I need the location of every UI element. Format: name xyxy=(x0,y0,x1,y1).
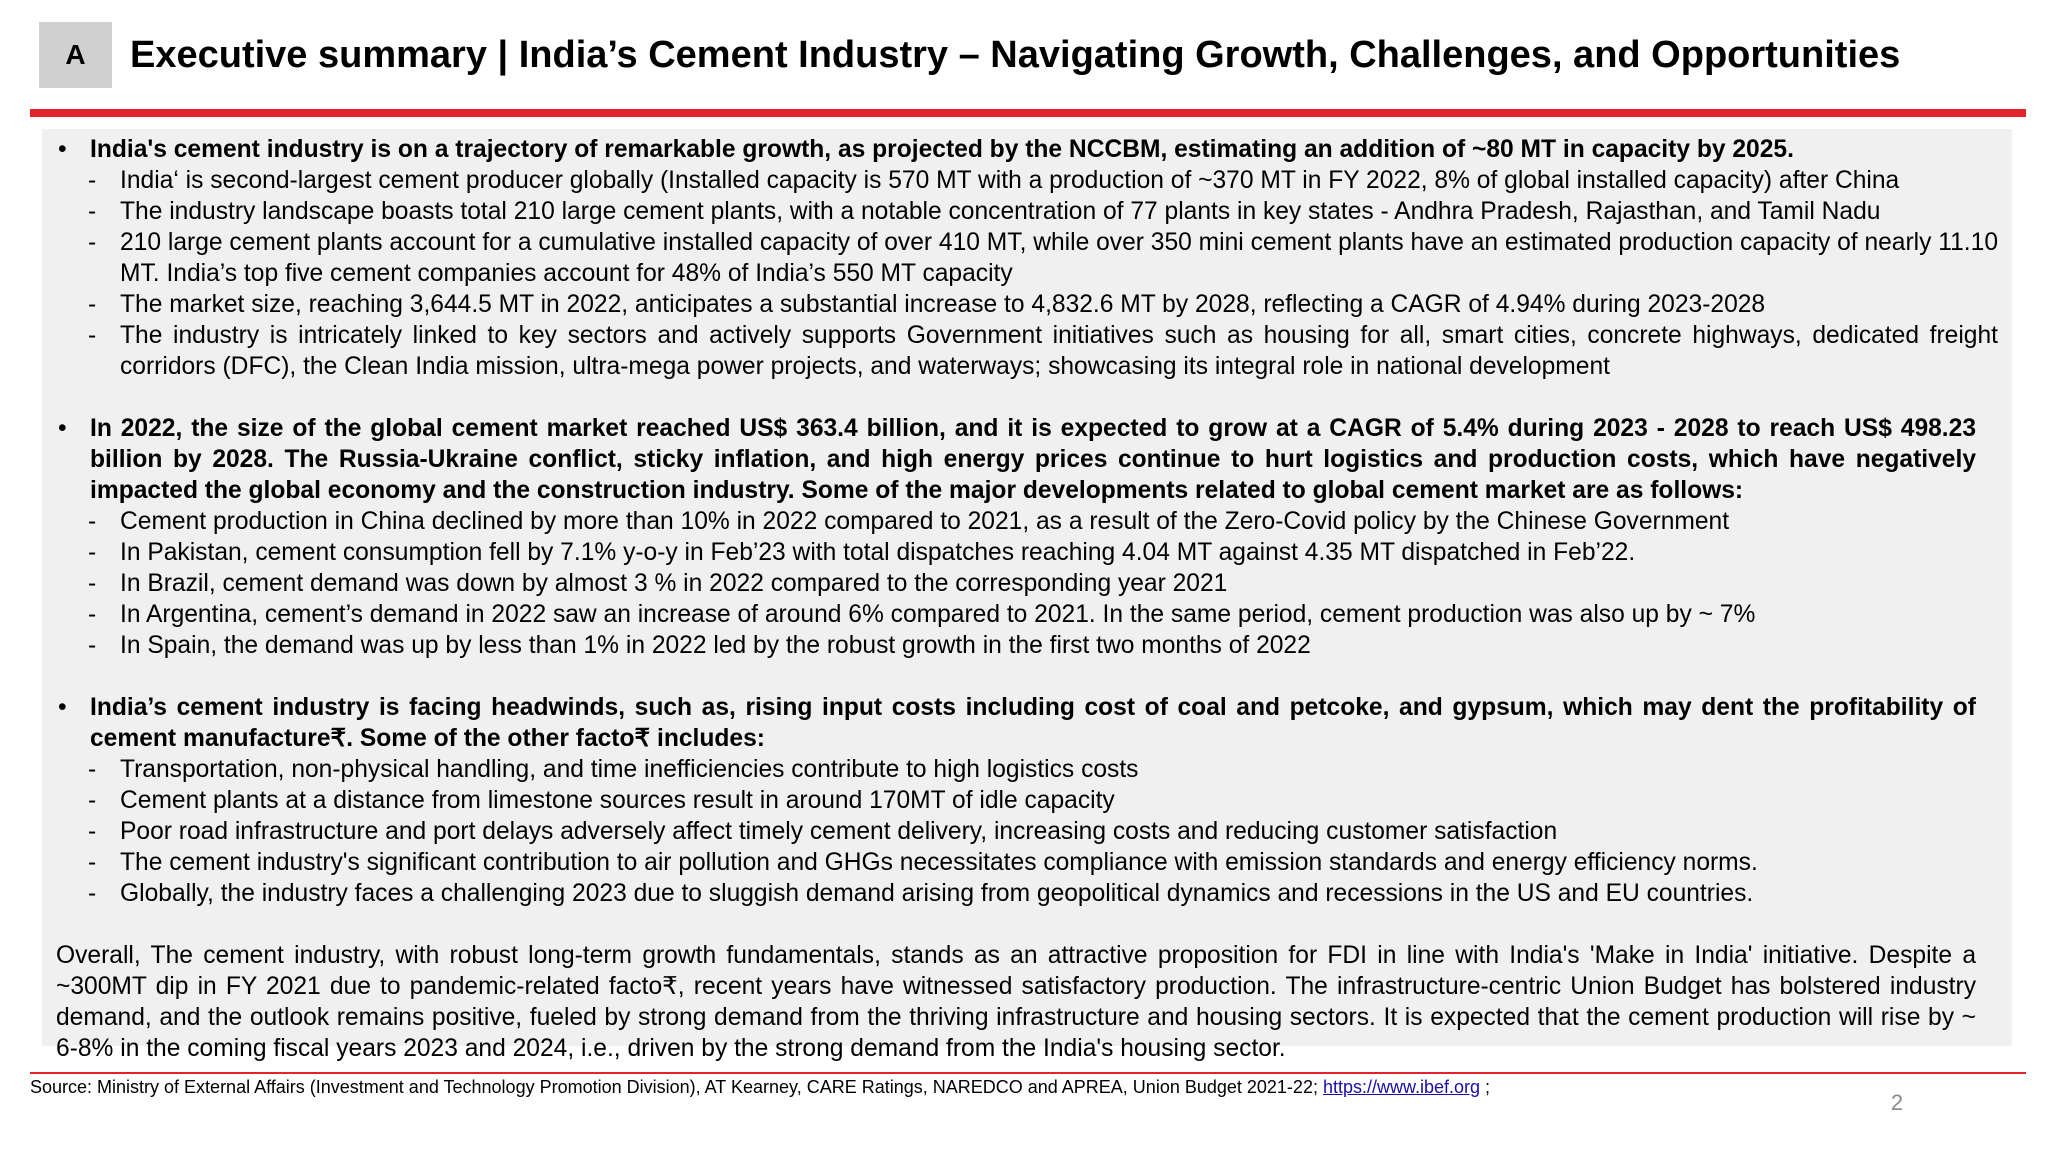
list-item-text: 210 large cement plants account for a cumulative installed capacity of over 410 MT, while over 350 mini cement plants have an estimated production capacity of nearly 11.10 MT. India’s top five cement companies account for 48% of India’s 550 MT capacity xyxy=(120,229,1998,287)
list-item-text: The market size, reaching 3,644.5 MT in 2022, anticipates a substantial increase to 4,832.6 MT by 2028, reflecting a CAGR of 4.94% during 2023-2028 xyxy=(120,291,1766,318)
list-item-text: India‘ is second-largest cement producer globally (Installed capacity is 570 MT with a production of ~370 MT in FY 2022, 8% of global installed capacity) after China xyxy=(120,167,1900,194)
page-number: 2 xyxy=(1890,1090,1904,1115)
list-item: - Cement production in China declined by more than 10% in 2022 compared to 2021, as a result of the Zero-Covid policy by the Chinese Government xyxy=(56,506,1998,537)
list-item: - Poor road infrastructure and port delays adversely affect timely cement delivery, increasing costs and reducing customer satisfaction xyxy=(56,816,1998,847)
list-item-text: Cement production in China declined by more than 10% in 2022 compared to 2021, as a result of the Zero-Covid policy by the Chinese Government xyxy=(120,508,1730,535)
section-headwinds xyxy=(56,692,2010,909)
list-item: - In Brazil, cement demand was down by almost 3 % in 2022 compared to the corresponding year 2021 xyxy=(56,568,1998,599)
bullet-heading xyxy=(56,413,1976,506)
source-note xyxy=(30,1075,2010,1099)
list-item-text: In Spain, the demand was up by less than 1% in 2022 led by the robust growth in the first two months of 2022 xyxy=(120,632,1311,659)
footer-divider xyxy=(30,1072,2026,1074)
list-item: - In Pakistan, cement consumption fell by 7.1% y-o-y in Feb’23 with total dispatches reaching 4.04 MT against 4.35 MT dispatched in Feb’22. xyxy=(56,537,1998,568)
list-item-text: The cement industry's significant contribution to air pollution and GHGs necessitates compliance with emission standards and energy efficiency norms. xyxy=(120,849,1758,876)
section-global-market xyxy=(56,413,2010,661)
list-item: - In Argentina, cement’s demand in 2022 saw an increase of around 6% compared to 2021. In the same period, cement production was also up by ~ 7% xyxy=(56,599,1998,630)
overall-summary: Overall, The cement industry, with robust long-term growth fundamentals, stands as an attractive proposition for FDI in line with India's 'Make in India' initiative. Despite a ~300MT dip in FY 2021 due to pandemic-related facto₹, recent years have witnessed satisfactory production. The infrastructure-centric Union Budget has bolstered industry demand, and the outlook remains positive, fueled by strong demand from the thriving infrastructure and housing sectors. It is expected that the cement production will rise by ~ 6-8% in the coming fiscal years 2023 and 2024, i.e., driven by the strong demand from the India's housing sector. xyxy=(56,942,1976,1062)
list-item: - 210 large cement plants account for a cumulative installed capacity of over 410 MT, while over 350 mini cement plants have an estimated production capacity of nearly 11.10 MT. India’s top five cement companies account for 48% of India’s 550 MT capacity xyxy=(88,229,1998,287)
list-item-text: Poor road infrastructure and port delays adversely affect timely cement delivery, increasing costs and reducing customer satisfaction xyxy=(120,818,1558,845)
summary-content xyxy=(56,134,2010,1064)
bullet-text: In 2022, the size of the global cement market reached US$ 363.4 billion, and it is expected to grow at a CAGR of 5.4% during 2023 - 2028 to reach US$ 498.23 billion by 2028. The Russia-Ukraine conflict, sticky inflation, and high energy prices continue to hurt logistics and production costs, which have negatively impacted the global economy and the construction industry. Some of the major developments related to global cement market are as follows: xyxy=(90,415,1976,504)
page-title: Executive summary | India’s Cement Industry – Navigating Growth, Challenges, and Opportunities xyxy=(130,34,1901,76)
source-suffix: ; xyxy=(1480,1077,1491,1097)
list-item-text: In Pakistan, cement consumption fell by 7.1% y-o-y in Feb’23 with total dispatches reaching 4.04 MT against 4.35 MT dispatched in Feb’22. xyxy=(120,539,1636,566)
bullet-dot: • xyxy=(58,136,67,163)
bullet-heading xyxy=(56,134,1976,165)
list-item: - The cement industry's significant contribution to air pollution and GHGs necessitates compliance with emission standards and energy efficiency norms. xyxy=(56,847,1998,878)
title-divider xyxy=(30,109,2026,117)
bullet-text: India’s cement industry is facing headwinds, such as, rising input costs including cost of coal and petcoke, and gypsum, which may dent the profitability of cement manufacture₹. Some of the other facto₹ includes: xyxy=(90,694,1976,752)
list-item-text: The industry is intricately linked to key sectors and actively supports Government initiatives such as housing for all, smart cities, concrete highways, dedicated freight corridors (DFC), the Clean India mission, ultra-mega power projects, and waterways; showcasing its integral role in national development xyxy=(120,322,1998,380)
list-item: - The market size, reaching 3,644.5 MT in 2022, anticipates a substantial increase to 4,832.6 MT by 2028, reflecting a CAGR of 4.94% during 2023-2028 xyxy=(56,289,1998,320)
section-growth xyxy=(56,134,2010,382)
source-text: Source: Ministry of External Affairs (Investment and Technology Promotion Division), AT Kearney, CARE Ratings, NAREDCO and APREA, Union Budget 2021-22; xyxy=(30,1077,1323,1097)
list-item-text: Transportation, non-physical handling, and time inefficiencies contribute to high logistics costs xyxy=(120,756,1139,783)
list-item: - In Spain, the demand was up by less than 1% in 2022 led by the robust growth in the first two months of 2022 xyxy=(56,630,1998,661)
list-item-text: In Argentina, cement’s demand in 2022 saw an increase of around 6% compared to 2021. In the same period, cement production was also up by ~ 7% xyxy=(120,601,1756,628)
list-item: - Cement plants at a distance from limestone sources result in around 170MT of idle capacity xyxy=(56,785,1998,816)
list-item-text: In Brazil, cement demand was down by almost 3 % in 2022 compared to the corresponding year 2021 xyxy=(120,570,1228,597)
section-badge: A xyxy=(39,22,112,88)
list-item: - India‘ is second-largest cement producer globally (Installed capacity is 570 MT with a production of ~370 MT in FY 2022, 8% of global installed capacity) after China xyxy=(56,165,1998,196)
source-link[interactable]: https://www.ibef.org xyxy=(1322,1077,1481,1097)
list-item: - The industry is intricately linked to key sectors and actively supports Government initiatives such as housing for all, smart cities, concrete highways, dedicated freight corridors (DFC), the Clean India mission, ultra-mega power projects, and waterways; showcasing its integral role in national development xyxy=(88,322,1998,380)
bullet-dot: • xyxy=(58,694,67,721)
list-item-text: Globally, the industry faces a challenging 2023 due to sluggish demand arising from geopolitical dynamics and recessions in the US and EU countries. xyxy=(120,880,1754,907)
bullet-dot: • xyxy=(58,415,67,442)
bullet-text: India's cement industry is on a trajectory of remarkable growth, as projected by the NCCBM, estimating an addition of ~80 MT in capacity by 2025. xyxy=(90,136,1794,163)
bullet-heading xyxy=(56,692,1976,754)
list-item-text: The industry landscape boasts total 210 large cement plants, with a notable concentration of 77 plants in key states - Andhra Pradesh, Rajasthan, and Tamil Nadu xyxy=(120,198,1881,225)
list-item: - Globally, the industry faces a challenging 2023 due to sluggish demand arising from geopolitical dynamics and recessions in the US and EU countries. xyxy=(56,878,1998,909)
list-item-text: Cement plants at a distance from limestone sources result in around 170MT of idle capacity xyxy=(120,787,1115,814)
list-item: - The industry landscape boasts total 210 large cement plants, with a notable concentration of 77 plants in key states - Andhra Pradesh, Rajasthan, and Tamil Nadu xyxy=(56,196,1998,227)
list-item: - Transportation, non-physical handling, and time inefficiencies contribute to high logistics costs xyxy=(56,754,1998,785)
